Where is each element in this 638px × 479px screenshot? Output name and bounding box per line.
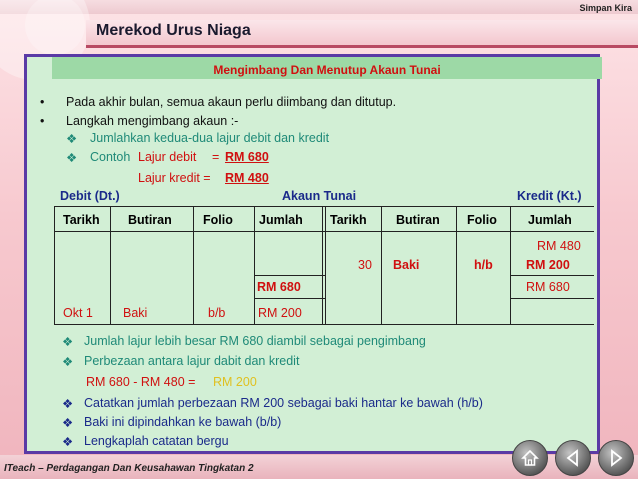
diamond-bullet-icon: ❖ xyxy=(62,416,74,430)
example-debit-value: RM 680 xyxy=(225,150,269,164)
home-icon[interactable] xyxy=(512,440,548,476)
calc-expression: RM 680 - RM 480 = xyxy=(86,375,196,389)
ledger-account-title: Akaun Tunai xyxy=(282,189,357,203)
diamond-bullet-icon: ❖ xyxy=(66,151,78,165)
column-header: Folio xyxy=(203,213,233,227)
bullet-text: Langkah mengimbang akaun :- xyxy=(66,114,239,128)
credit-amount: RM 200 xyxy=(526,258,570,272)
column-header: Jumlah xyxy=(259,213,303,227)
diamond-bullet-icon: ❖ xyxy=(62,435,74,449)
step-text: Contoh xyxy=(90,150,131,164)
bullet-text: Pada akhir bulan, semua akaun perlu diimbang dan ditutup. xyxy=(66,95,397,109)
calc-result: RM 200 xyxy=(213,375,257,389)
ledger-table xyxy=(54,206,594,324)
ledger-credit-title: Kredit (Kt.) xyxy=(517,189,582,203)
table-border xyxy=(54,206,55,324)
diamond-bullet-icon: ❖ xyxy=(62,335,74,349)
credit-date: 30 xyxy=(358,258,372,272)
bullet-icon: • xyxy=(40,95,45,109)
previous-icon[interactable] xyxy=(555,440,591,476)
table-border xyxy=(54,231,594,232)
column-header: Jumlah xyxy=(528,213,572,227)
column-header: Butiran xyxy=(396,213,440,227)
column-header: Butiran xyxy=(128,213,172,227)
corner-label: Simpan Kira xyxy=(579,3,632,13)
title-underline xyxy=(86,45,638,48)
column-header: Folio xyxy=(467,213,497,227)
column-header: Tarikh xyxy=(330,213,367,227)
footer-text: ITeach – Perdagangan Dan Keusahawan Tingkatan 2 xyxy=(4,463,254,474)
page-title: Merekod Urus Niaga xyxy=(96,22,251,39)
next-icon[interactable] xyxy=(598,440,634,476)
diamond-bullet-icon: ❖ xyxy=(62,397,74,411)
debit-description: Baki xyxy=(123,306,148,320)
table-border xyxy=(54,324,594,325)
credit-description: Baki xyxy=(393,258,420,272)
diamond-bullet-icon: ❖ xyxy=(62,355,74,369)
top-bar xyxy=(0,0,638,14)
note-text: Catatkan jumlah perbezaan RM 200 sebagai baki hantar ke bawah (h/b) xyxy=(84,396,483,410)
credit-folio: h/b xyxy=(474,258,493,272)
column-divider xyxy=(322,206,323,324)
column-header: Tarikh xyxy=(63,213,100,227)
step-text: Jumlahkan kedua-dua lajur debit dan kredit xyxy=(90,131,330,145)
total-line xyxy=(255,298,325,299)
table-border xyxy=(54,206,594,207)
debit-folio: b/b xyxy=(208,306,226,320)
debit-amount: RM 200 xyxy=(258,306,302,320)
column-divider xyxy=(325,206,326,324)
example-credit-label: Lajur kredit = xyxy=(138,171,211,185)
example-credit-value: RM 480 xyxy=(225,171,269,185)
example-debit-label: Lajur debit xyxy=(138,150,197,164)
ledger-debit-title: Debit (Dt.) xyxy=(60,189,120,203)
column-divider xyxy=(510,206,511,324)
credit-total: RM 680 xyxy=(526,280,570,294)
column-divider xyxy=(110,206,111,324)
note-text: Baki ini dipindahkan ke bawah (b/b) xyxy=(84,415,282,429)
bullet-icon: • xyxy=(40,114,45,128)
credit-amount: RM 480 xyxy=(537,239,581,253)
column-divider xyxy=(381,206,382,324)
total-line xyxy=(255,275,325,276)
panel-title: Mengimbang Dan Menutup Akaun Tunai xyxy=(213,63,441,77)
debit-date: Okt 1 xyxy=(63,306,93,320)
diamond-bullet-icon: ❖ xyxy=(66,132,78,146)
total-line xyxy=(510,275,594,276)
total-line xyxy=(510,298,594,299)
note-text: Lengkaplah catatan bergu xyxy=(84,434,229,448)
column-divider xyxy=(254,206,255,324)
column-divider xyxy=(193,206,194,324)
column-divider xyxy=(456,206,457,324)
note-text: Jumlah lajur lebih besar RM 680 diambil sebagai pengimbang xyxy=(84,334,426,348)
example-debit-eq: = xyxy=(212,150,220,164)
note-text: Perbezaan antara lajur dabit dan kredit xyxy=(84,354,300,368)
debit-total: RM 680 xyxy=(257,280,301,294)
